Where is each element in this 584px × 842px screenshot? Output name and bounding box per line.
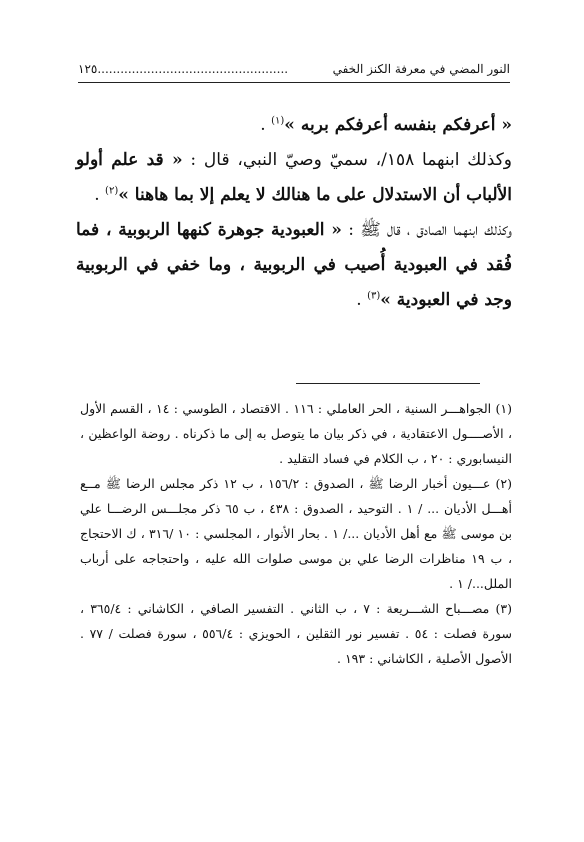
footnote-ref-2: (٢) <box>105 185 119 197</box>
footnote-2: (٢) عـــيون أخبار الرضا ﷺ ، الصدوق : ١٥٦/٢ ، ب ١٢ ذكر مجلس الرضا ﷺ مــع أهـــل الأديان ... / ١ . التوحيد ، الصدوق : ٤٣٨ ، ب ٦٥ ذكر مجلـــس الرضـــا علي بن موسى ﷺ مع أهل الأديان .../ ١ . بحار الأنوار ، المجلسي : ١٠ /٣١٦ ، ك الاحتجاج ، ب ١٩ مناظرات الرضا علي بن موسى صلوات الله عليه ، واحتجاجه على أرباب الملل.../ ١ . <box>80 476 513 591</box>
footnotes <box>80 396 512 671</box>
quote-2: « قد علم أولو الألباب أن الاستدلال على ما هنالك لا يعلم إلا بما هاهنا » <box>76 150 512 205</box>
footnote-rule <box>296 383 480 384</box>
paragraph-2 <box>76 143 512 213</box>
intro-3: وكذلك ابنهما الصادق ، قال ﷺ : <box>341 220 512 240</box>
main-text <box>76 108 512 318</box>
period-1: . <box>260 115 272 135</box>
period-2: . <box>94 185 106 205</box>
quote-3: « العبودية جوهرة كنهها الربوبية ، فما فُقد في العبودية أُصيب في الربوبية ، وما خفي في الربوبية وجد في العبودية » <box>76 220 512 310</box>
running-header <box>78 62 510 76</box>
paragraph-3 <box>76 213 512 318</box>
footnote-3: (٣) مصـــباح الشـــريعة : ٧ ، ب الثاني . التفسير الصافي ، الكاشاني : ٣٦٥/٤ ، سورة فصلت : ٥٤ . تفسير نور الثقلين ، الحويزي : ٥٥٦/٤ ، سورة فصلت / ٧٧ . الأصول الأصلية ، الكاشاني : ١٩٣ . <box>80 601 512 666</box>
page-number: ..................................................١٢٥ <box>78 62 289 76</box>
running-title: النور المضي في معرفة الكنز الخفي <box>332 62 510 76</box>
quote-1: « أعرفكم بنفسه أعرفكم بربه » <box>284 115 512 135</box>
intro-2: وكذلك ابنهما ١٥٨/، سميّ وصيّ النبي، قال : <box>182 150 512 170</box>
footnote-1: (١) الجواهـــر السنية ، الحر العاملي : ١١٦ . الاقتصاد ، الطوسي : ١٤ ، القسم الأول ، الأصــــول الاعتقادية ، في ذكر بيان ما يتوصل به إلى ما ذكرناه . روضة الواعظين ، النيسابوري : ٢٠ ، ب الكلام في فساد التقليد . <box>80 401 513 466</box>
period-3: . <box>356 290 368 310</box>
footnote-ref-3: (٣) <box>367 290 381 302</box>
header-rule <box>78 82 510 83</box>
footnote-ref-1: (١) <box>271 115 285 127</box>
paragraph-1 <box>76 108 512 143</box>
